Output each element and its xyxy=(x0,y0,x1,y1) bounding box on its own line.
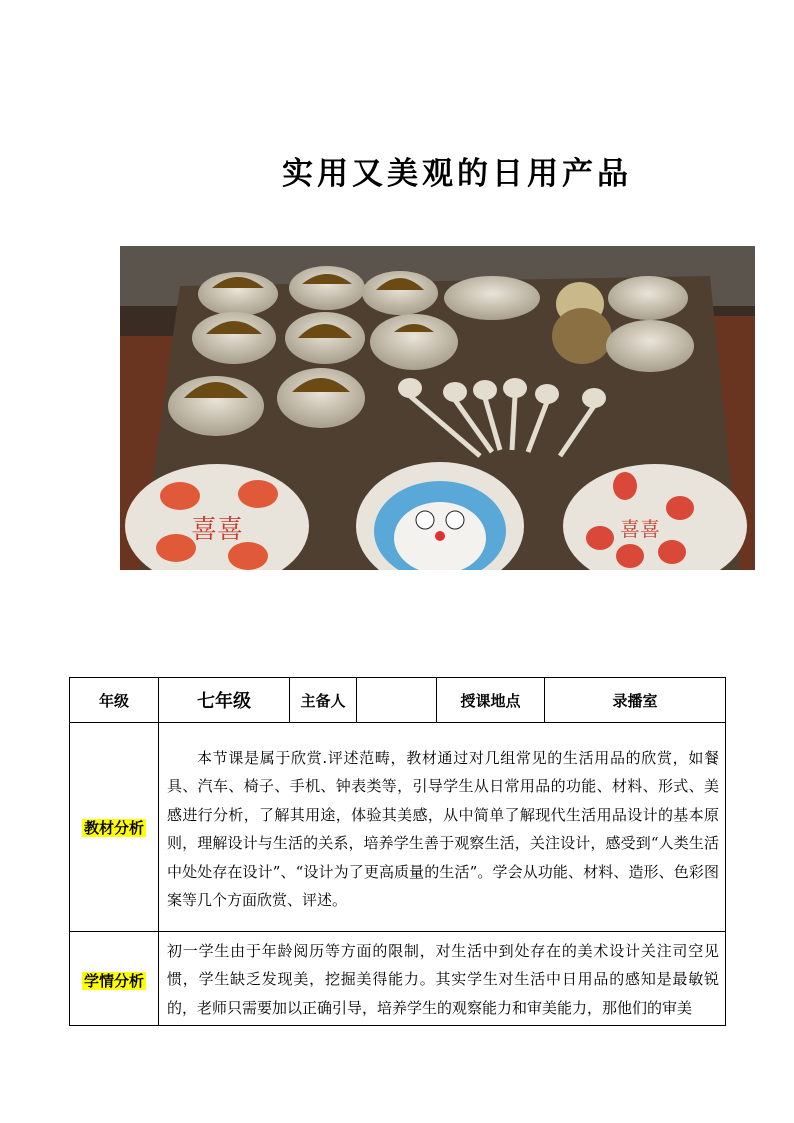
page-title: 实用又美观的日用产品 xyxy=(282,156,632,192)
grade-label: 年级 xyxy=(70,678,159,723)
students-label-cell xyxy=(70,932,159,1026)
location-value: 录播室 xyxy=(545,678,726,723)
lesson-info-table xyxy=(69,677,726,1026)
preparer-label: 主备人 xyxy=(290,678,357,723)
ceramics-photo xyxy=(120,246,755,570)
analysis-label: 教材分析 xyxy=(83,818,144,837)
plate-left-text: 喜喜 xyxy=(190,515,244,545)
analysis-text: 本节课是属于欣赏.评述范畴，教材通过对几组常见的生活用品的欣赏，如餐具、汽车、椅子、手机、钟表类等，引导学生从日常用品的功能、材料、形式、美感进行分析，了解其用途，体验其美感，从中简单了解现代生活用品设计的基本原则，理解设计与生活的关系，培养学生善于观察生活，关注设计，感受到“人类生活中处处存在设计”、“设计为了更高质量的生活”。学会从功能、材料、造形、色彩图案等几个方面欣赏、评述。 xyxy=(159,723,726,932)
grade-value: 七年级 xyxy=(159,678,290,723)
location-label: 授课地点 xyxy=(437,678,545,723)
students-label: 学情分析 xyxy=(83,971,144,990)
preparer-value xyxy=(357,678,437,723)
analysis-label-cell xyxy=(70,723,159,932)
students-row xyxy=(70,932,726,1026)
table-header-row xyxy=(70,678,726,723)
plate-right-text: 喜喜 xyxy=(620,517,660,541)
students-text: 初一学生由于年龄阅历等方面的限制，对生活中到处存在的美术设计关注司空见惯，学生缺乏发现美，挖掘美得能力。其实学生对生活中日用品的感知是最敏锐的，老师只需要加以正确引导，培养学生的观察能力和审美能力，那他们的审美 xyxy=(159,932,726,1026)
analysis-row xyxy=(70,723,726,932)
